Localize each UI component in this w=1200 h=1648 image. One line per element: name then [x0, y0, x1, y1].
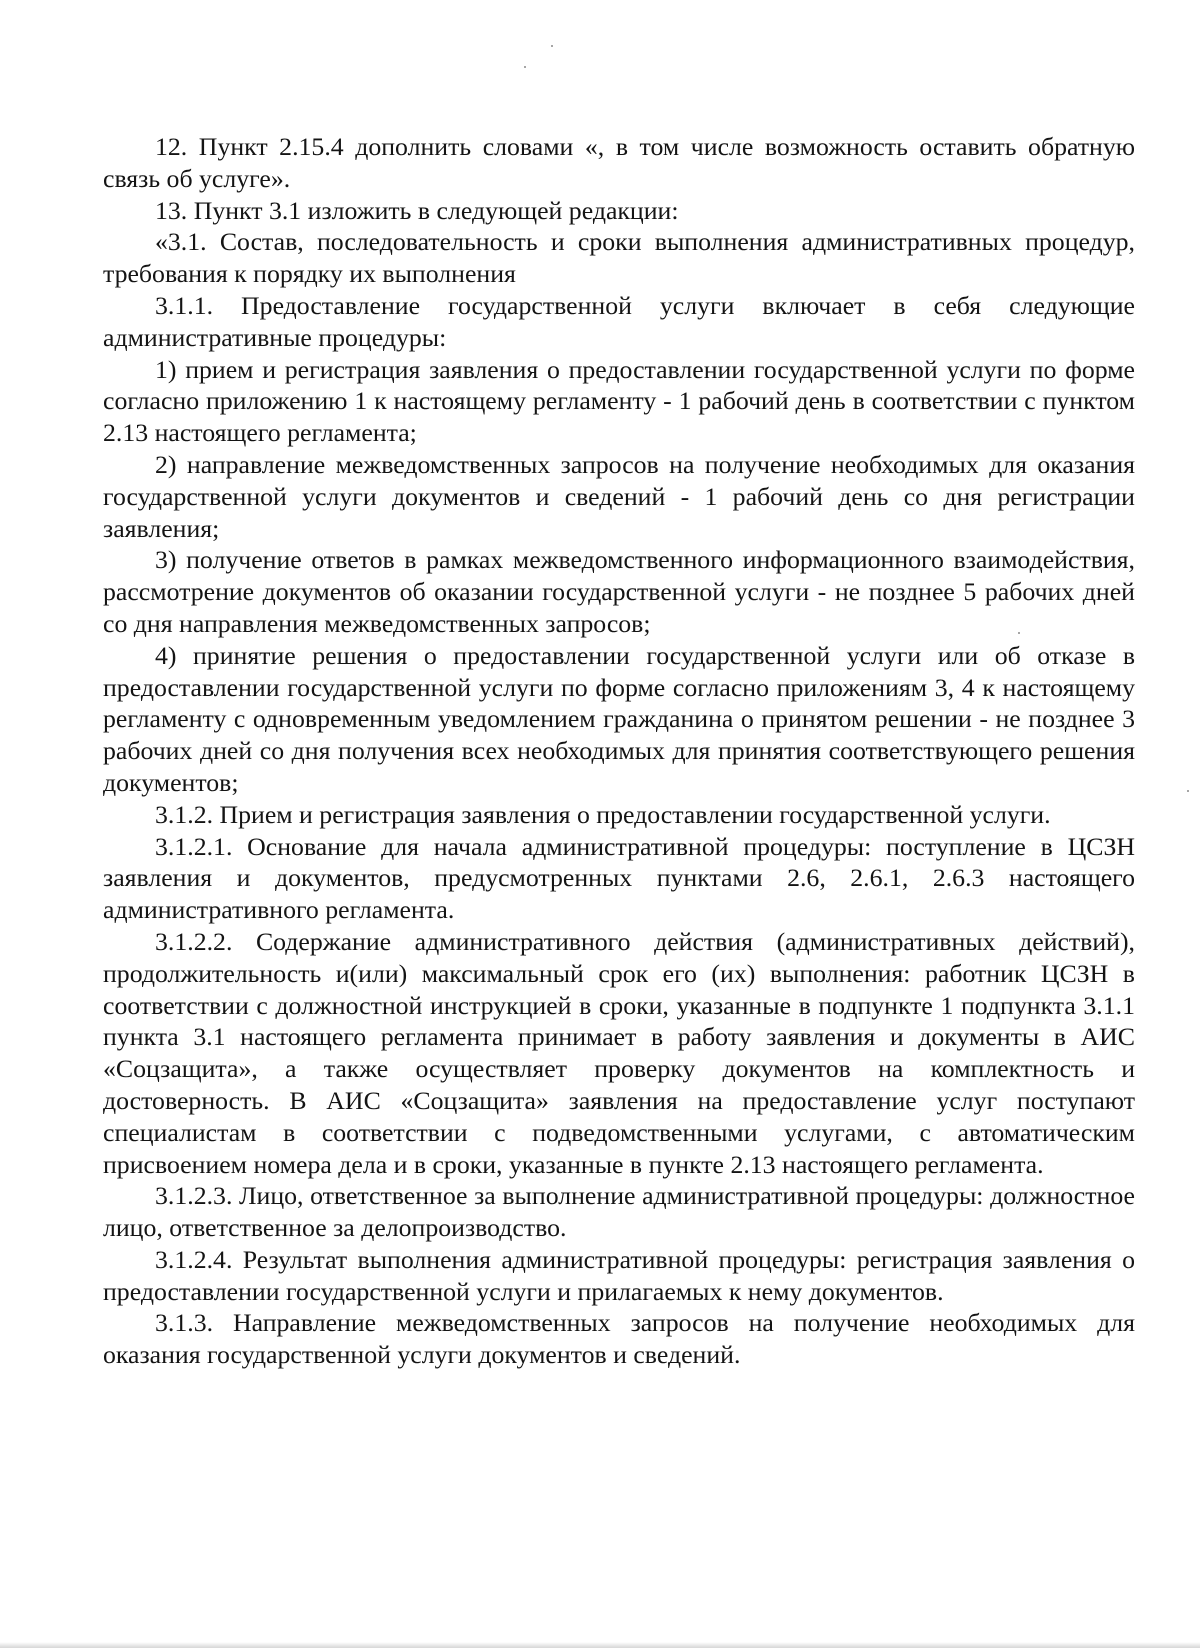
paragraph: 12. Пункт 2.15.4 дополнить словами «, в том числе возможность оставить обратную связь об услуге».	[103, 132, 1135, 193]
paragraph: 3.1.1. Предоставление государственной услуги включает в себя следующие административные процедуры:	[103, 290, 1135, 352]
paragraph: 4) принятие решения о предоставлении государственной услуги или об отказе в предоставлении государственной услуги по форме согласно приложениям 3, 4 к настоящему регламенту с одновременным уведомлением гражданина о принятом решении - не позднее 3 рабочих дней со дня получения всех необходимых для принятия соответствующего решения документов;	[103, 640, 1135, 797]
paragraph: 3.1.2.4. Результат выполнения административной процедуры: регистрация заявления о предоставлении государственной услуги и прилагаемых к нему документов.	[103, 1244, 1135, 1306]
paragraph: 13. Пункт 3.1 изложить в следующей редакции:	[155, 195, 679, 225]
scan-speck-mark	[551, 45, 553, 47]
paragraph: 2) направление межведомственных запросов на получение необходимых для оказания государственной услуги документов и сведений - 1 рабочий день со дня регистрации заявления;	[103, 449, 1135, 543]
paragraph: 1) прием и регистрация заявления о предоставлении государственной услуги по форме согласно приложению 1 к настоящему регламенту - 1 рабочий день в соответствии с пунктом 2.13 настоящего регламента;	[103, 354, 1135, 448]
paragraph: «3.1. Состав, последовательность и сроки выполнения административных процедур, требования к порядку их выполнения	[103, 227, 1135, 289]
scan-speck-mark	[1187, 790, 1189, 792]
scan-bottom-edge	[0, 1642, 1200, 1648]
scan-speck-mark	[524, 66, 526, 68]
paragraph: 3) получение ответов в рамках межведомственного информационного взаимодействия, рассмотрение документов об оказании государственной услуги - не позднее 5 рабочих дней со дня направления межведомственных запросов;	[103, 545, 1135, 638]
paragraph: 3.1.2. Прием и регистрация заявления о предоставлении государственной услуги.	[155, 799, 1051, 829]
paragraph: 3.1.2.1. Основание для начала административной процедуры: поступление в ЦСЗН заявления и документов, предусмотренных пунктами 2.6, 2.6.1, 2.6.3 настоящего административного регламента.	[103, 831, 1135, 925]
paragraph: 3.1.2.2. Содержание административного действия (административных действий), продолжительность и(или) максимальный срок его (их) выполнения: работник ЦСЗН в соответствии с должностной инструкцией в сроки, указанные в подпункте 1 подпункта 3.1.1 пункта 3.1 настоящего регламента принимает в работу заявления и документы в АИС «Соцзащита», а также осуществляет проверку документов на комплектность и достоверность. В АИС «Соцзащита» заявления на предоставление услуг поступают специалистам в соответствии с подведомственными услугами, с автоматическим присвоением номера дела и в сроки, указанные в пункте 2.13 настоящего регламента.	[103, 926, 1135, 1179]
paragraph: 3.1.3. Направление межведомственных запросов на получение необходимых для оказания государственной услуги документов и сведений.	[103, 1308, 1135, 1370]
paragraph: 3.1.2.3. Лицо, ответственное за выполнение административной процедуры: должностное лицо, ответственное за делопроизводство.	[103, 1181, 1135, 1243]
document-body	[103, 131, 1135, 1371]
